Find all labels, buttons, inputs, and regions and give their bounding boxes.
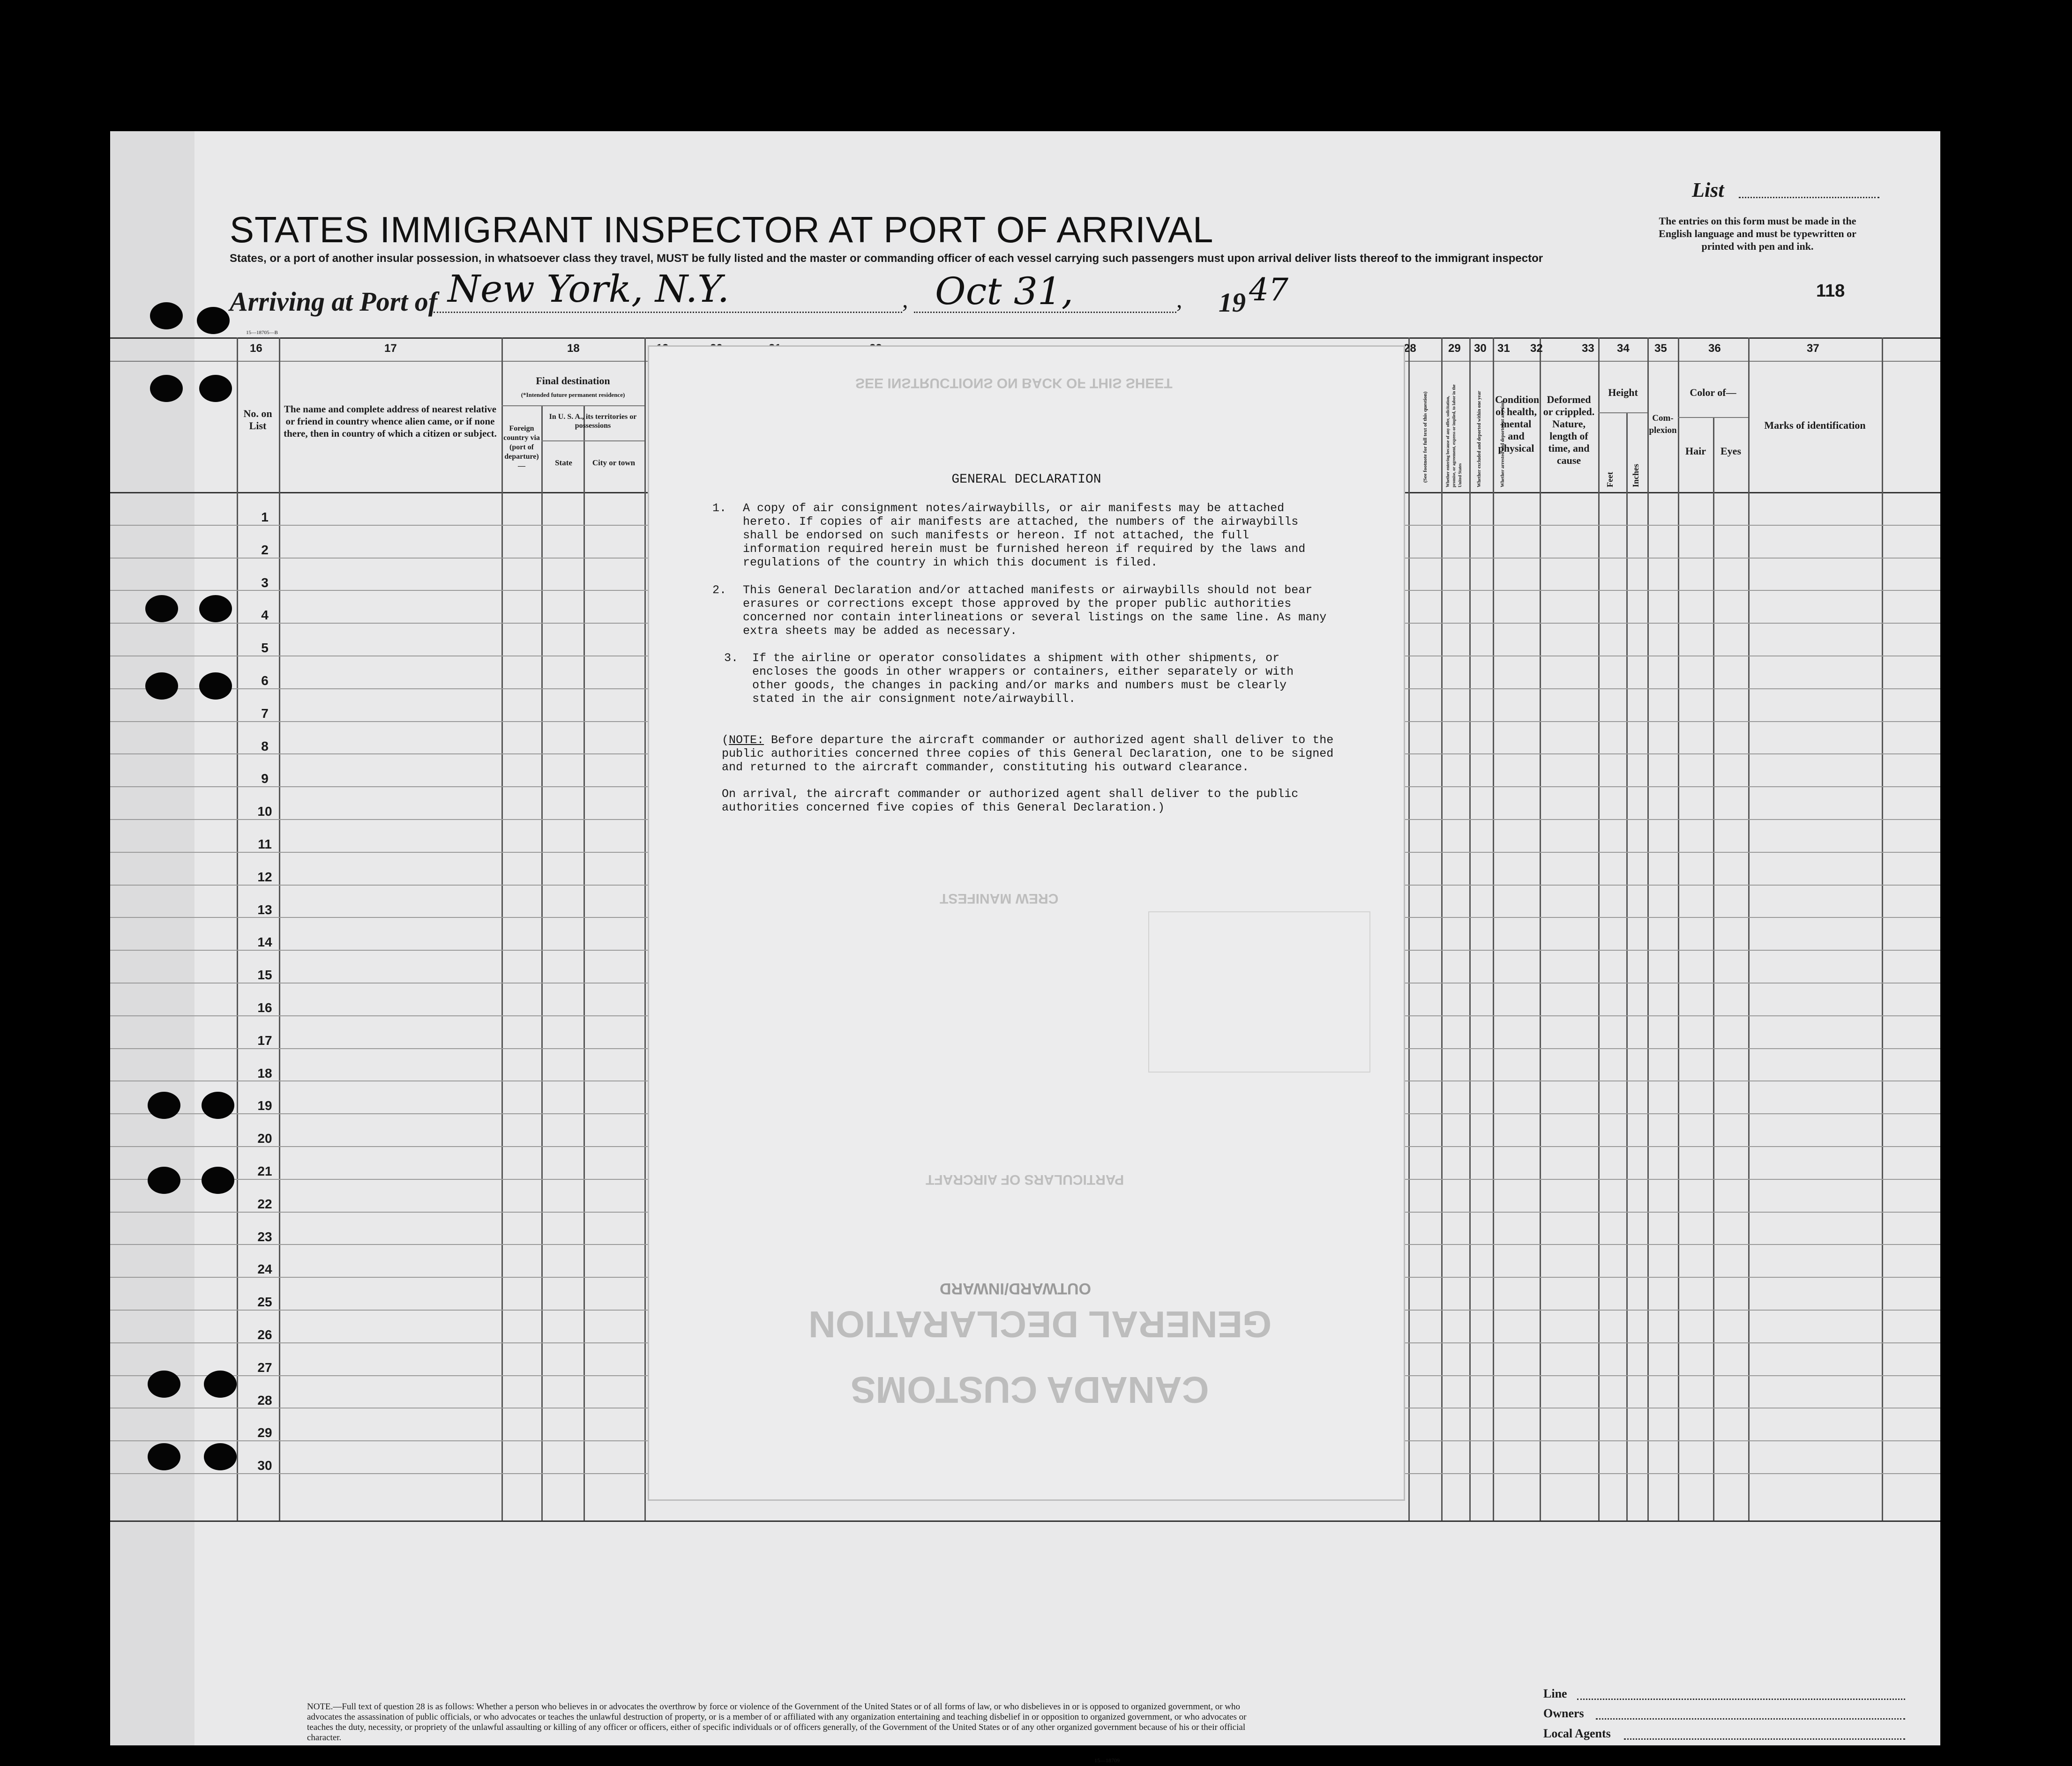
row-number: 5 xyxy=(261,641,269,655)
instruction-note: The entries on this form must be made in the English language and must be typewritten or printed with pen and ink. xyxy=(1659,215,1856,252)
list-label: List xyxy=(1692,179,1724,201)
row-number: 11 xyxy=(258,837,272,851)
col-num-28: 28 xyxy=(1404,342,1416,355)
col-num-30: 30 xyxy=(1474,342,1487,355)
punch-hole xyxy=(150,302,183,329)
owners-field xyxy=(1596,1718,1905,1720)
item-number: 1. xyxy=(712,501,727,515)
row-number: 17 xyxy=(257,1033,272,1048)
eyes-header: Eyes xyxy=(1720,445,1741,457)
owners-label: Owners xyxy=(1543,1706,1584,1720)
complexion-header: Com- plexion xyxy=(1649,413,1677,435)
col-divider xyxy=(583,405,585,1520)
punch-hole xyxy=(202,1167,234,1194)
punch-hole xyxy=(148,1092,180,1119)
local-agents-label: Local Agents xyxy=(1543,1727,1611,1740)
col-divider xyxy=(1626,412,1628,1520)
row-number: 19 xyxy=(257,1098,272,1113)
bleed-crew-manifest: CREW MANIFEST xyxy=(940,891,1059,906)
punch-hole xyxy=(197,307,230,334)
port-line xyxy=(434,312,902,313)
punch-hole xyxy=(202,1092,234,1119)
col-num-31: 31 xyxy=(1497,342,1510,355)
height-rule xyxy=(1598,412,1647,413)
punch-hole xyxy=(145,672,178,700)
hair-header: Hair xyxy=(1685,445,1706,457)
row-number: 10 xyxy=(257,804,272,819)
footer-code: 15—18709 xyxy=(1094,1757,1120,1764)
declaration-item: This General Declaration and/or attached manifests or airwaybills should not bear erasures or corrections except those approved by the proper public authorities concerned nor contain interlineations or several listings on the same line. As many extra sheets may be added as necessary. xyxy=(743,583,1327,638)
col-num-29: 29 xyxy=(1448,342,1461,355)
note-text: Before departure the aircraft commander or authorized agent shall deliver to the public authorities concerned three copies of this General Declaration, one to be signed and returned to the aircraft commander, constituting his outward clearance. xyxy=(722,733,1334,774)
punch-hole xyxy=(150,375,183,402)
date-handwritten: Oct 31, xyxy=(935,269,1074,313)
col30-header: Whether excluded and deported within one year xyxy=(1477,391,1482,487)
punch-hole xyxy=(148,1443,180,1470)
color-rule xyxy=(1678,417,1748,418)
usa-rule xyxy=(541,440,644,441)
bleed-aircraft: PARTICULARS OF AIRCRAFT xyxy=(926,1172,1124,1187)
condition-header: Condition of health, mental and physical xyxy=(1495,394,1540,454)
col28-header: (See footnote for full text of this question) xyxy=(1422,391,1428,483)
bleed-doc-title: GENERAL DECLARATION xyxy=(808,1304,1272,1345)
row-number: 3 xyxy=(261,575,269,590)
punch-hole xyxy=(199,375,232,402)
final-dest-rule xyxy=(501,405,644,406)
row-number: 13 xyxy=(257,902,272,917)
feet-header: Feet xyxy=(1605,472,1615,487)
declaration-item: A copy of air consignment notes/airwaybills, or air manifests may be attached hereto. If copies of air manifests are attached, the numbers of the airwaybills shall be endorsed on such manifests or hereon. If not attached, the full information required herein must be furnished hereon if required by the laws and regulations of the country in which this document is filed. xyxy=(743,501,1306,569)
header-top-rule xyxy=(110,337,1940,339)
final-destination-note: (*Intended future permanent residence) xyxy=(521,391,625,398)
year-handwritten: 47 xyxy=(1249,272,1288,308)
list-line xyxy=(1739,197,1879,198)
col-divider xyxy=(541,405,543,1520)
col-num-33: 33 xyxy=(1582,342,1594,355)
form-code: 15—18705—B xyxy=(246,330,278,335)
declaration-title: GENERAL DECLARATION xyxy=(951,472,1101,487)
row-number: 25 xyxy=(257,1295,272,1309)
row-number: 26 xyxy=(257,1327,272,1342)
bleed-agency: CANADA CUSTOMS xyxy=(851,1369,1209,1411)
deformed-header: Deformed or crippled. Nature, length of time, and cause xyxy=(1543,394,1595,466)
note-label: NOTE: xyxy=(729,733,764,747)
item-number: 2. xyxy=(712,583,727,597)
col-num-36: 36 xyxy=(1708,342,1721,355)
row-number: 20 xyxy=(257,1131,272,1146)
declaration-item: If the airline or operator consolidates a shipment with other shipments, or encloses the goods in other wrappers or containers, either separately or with other goods, the changes in packing and/or marks and numbers must be clearly stated in the air consignment note/airwaybill. xyxy=(752,651,1294,706)
col-num-16: 16 xyxy=(250,342,262,355)
general-declaration-sheet xyxy=(649,347,1404,1499)
city-header: City or town xyxy=(592,458,636,467)
row-number: 9 xyxy=(261,771,269,786)
year-prefix: 19 xyxy=(1219,287,1246,318)
arriving-label: Arriving at Port of xyxy=(230,286,438,317)
footer-note: NOTE.—Full text of question 28 is as follows: Whether a person who believes in or advocates the overthrow by force or violence of the Government of the United States or of all forms of law, or who disbelieves in or is opposed to organized government, or who advocates the assassination of public officials, or who advocates or teaches the unlawful destruction of property, or is a member of or affiliated with any organization entertaining and teaching disbelief in or opposition to organized government, or who advocates or teaches the duty, necessity, or propriety of the unlawful assaulting or killing of any officer or officers, either of specific individuals or of officers generally, of the Government of the United States or of any other organized government because of his or their official character. xyxy=(307,1702,1247,1743)
col-num-32: 32 xyxy=(1530,342,1543,355)
form-subtitle: States, or a port of another insular possession, in whatsoever class they travel, MUST be fully listed and the master or commanding officer of each vessel carrying such passengers must upon arrival deliver lists thereof to the immigrant inspector xyxy=(230,252,1543,265)
bleed-direction: OUTWARD/INWARD xyxy=(940,1280,1091,1297)
col31-header: Whether arrested and deported at any time xyxy=(1500,400,1505,487)
marks-header: Marks of identification xyxy=(1764,419,1866,431)
punch-hole xyxy=(204,1371,237,1398)
bleed-box xyxy=(1148,911,1370,1073)
col-num-17: 17 xyxy=(384,342,397,355)
row-number: 27 xyxy=(257,1360,272,1375)
row-number: 16 xyxy=(257,1000,272,1015)
col-num-18: 18 xyxy=(567,342,580,355)
row-number: 1 xyxy=(261,510,269,524)
foreign-country-header: Foreign country via (port of departure)— xyxy=(503,425,540,470)
declaration-note: (NOTE: Before departure the aircraft commander or authorized agent shall deliver to the public authorities concerned three copies of this General Declaration, one to be signed and returned to the aircraft commander, constituting his outward clearance. xyxy=(722,733,1334,774)
row-number: 15 xyxy=(257,968,272,982)
punch-hole xyxy=(199,595,232,622)
punch-hole xyxy=(199,672,232,700)
row-number: 6 xyxy=(261,673,269,688)
bleed-back-note: SEE INSTRUCTIONS ON BACK OF THIS SHEET xyxy=(855,375,1173,391)
col-num-34: 34 xyxy=(1617,342,1630,355)
final-destination-header: Final destination xyxy=(536,375,610,387)
in-usa-header: In U. S. A., its territories or possessions xyxy=(549,413,637,430)
col-num-35: 35 xyxy=(1654,342,1667,355)
punch-hole xyxy=(148,1371,180,1398)
local-agents-field xyxy=(1624,1738,1905,1740)
relative-header: The name and complete address of nearest relative or friend in country whence alien came, or if none there, then in country of which a citizen or subject. xyxy=(284,403,497,439)
row-number: 2 xyxy=(261,543,269,557)
color-of-header: Color of— xyxy=(1690,387,1736,398)
height-header: Height xyxy=(1608,387,1638,398)
inches-header: Inches xyxy=(1631,463,1640,487)
comma-1: , xyxy=(902,286,908,313)
col-num-37: 37 xyxy=(1807,342,1819,355)
row-number: 7 xyxy=(261,706,269,721)
table-bottom-rule xyxy=(110,1520,1940,1522)
row-number: 23 xyxy=(257,1229,272,1244)
declaration-arrival: On arrival, the aircraft commander or authorized agent shall deliver to the public authorities concerned five copies of this General Declaration.) xyxy=(722,787,1299,814)
comma-2: , xyxy=(1176,286,1182,313)
list-number: 118 xyxy=(1816,281,1845,301)
row-number: 30 xyxy=(257,1458,272,1473)
row-number: 8 xyxy=(261,739,269,753)
row-number: 24 xyxy=(257,1262,272,1276)
line-field xyxy=(1577,1699,1905,1700)
col29-header: Whether entering because of any offer, solicitation, promise, or agreement, express or implied, to labor in the United States xyxy=(1445,384,1462,487)
row-number: 21 xyxy=(257,1164,272,1178)
binding-strip xyxy=(110,131,194,1745)
state-header: State xyxy=(555,458,572,467)
punch-hole xyxy=(204,1443,237,1470)
row-number: 29 xyxy=(257,1425,272,1440)
line-label: Line xyxy=(1543,1687,1567,1700)
row-number: 18 xyxy=(257,1066,272,1080)
item-number: 3. xyxy=(724,651,739,665)
no-on-list-header: No. on List xyxy=(243,408,272,432)
row-number: 22 xyxy=(257,1197,272,1211)
punch-hole xyxy=(145,595,178,622)
form-sheet xyxy=(110,131,1940,1764)
punch-hole xyxy=(148,1167,180,1194)
row-number: 28 xyxy=(257,1393,272,1408)
row-number: 4 xyxy=(261,608,269,622)
col-divider xyxy=(1713,417,1714,1520)
form-title: STATES IMMIGRANT INSPECTOR AT PORT OF ARRIVAL xyxy=(230,209,1214,250)
port-handwritten: New York, N.Y. xyxy=(448,267,730,311)
row-number: 12 xyxy=(257,870,272,884)
row-number: 14 xyxy=(257,935,272,949)
